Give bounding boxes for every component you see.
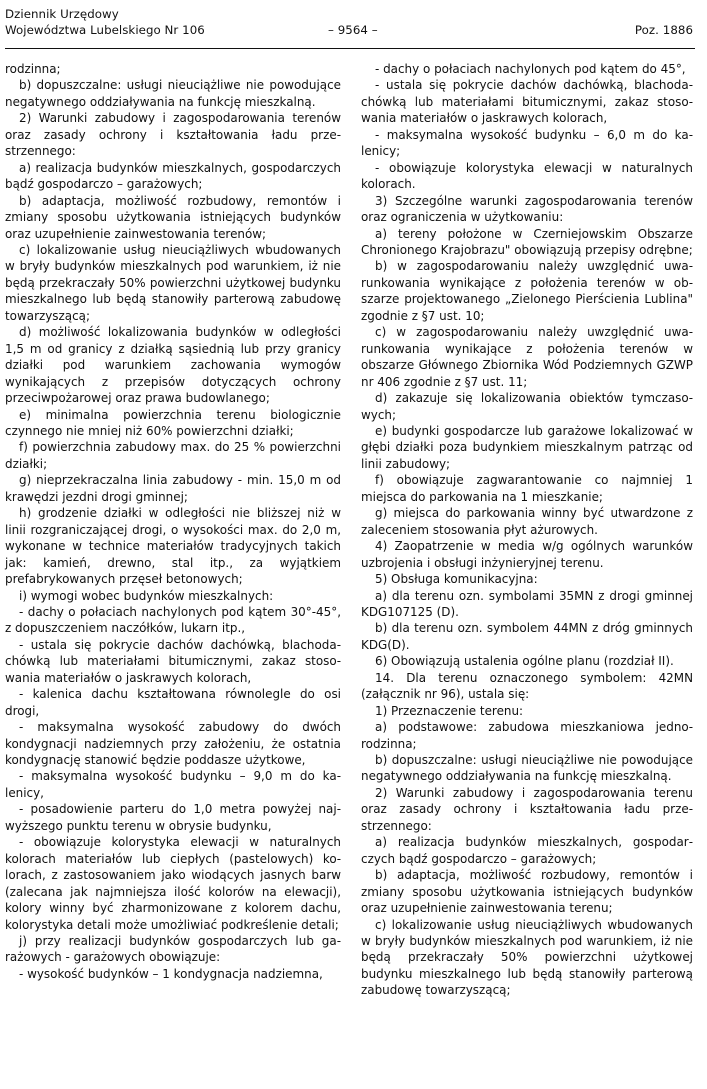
paragraph: b) dopuszczalne: usługi nieuciążliwe nie powodujące negatywnego oddziaływania na funkcję mieszkalną. [5,78,341,109]
paragraph: 14. Dla terenu oznaczonego symbolem: 42MN (załącznik nr 96), ustala się: [361,670,693,702]
page-number: – 9564 – [328,23,378,37]
header-divider [5,48,695,49]
paragraph: j) przy realizacji budynków gospodarczych lub garażowych - garażowych obowiązuje: [5,934,341,965]
paragraph: 2) Warunki zabudowy i zagospodarowania terenów oraz zasady ochrony i kształtowania ładu przestrzennego: [5,111,341,159]
paragraph: - ustala się pokrycie dachów dachówką, blachodachówką lub materiałami bitumicznymi, zakaz stosowania materiałów o jaskrawych kolorach, [361,78,693,126]
paragraph: 3) Szczególne warunki zagospodarowania terenów oraz ograniczenia w użytkowaniu: [361,193,693,225]
paragraph: b) dopuszczalne: usługi nieuciążliwe nie powodujące negatywnego oddziaływania na funkcję mieszkalną. [361,753,693,784]
paragraph: 2) Warunki zabudowy i zagospodarowania terenu oraz zasady ochrony i kształtowania ładu przestrzennego: [361,785,693,833]
paragraph: a) tereny położone w Czerniejowskim Obszarze Chronionego Krajobrazu" obowiązują przepisy odrębne; [361,226,693,257]
position-number: Poz. 1886 [634,23,693,37]
page-header [5,7,693,47]
paragraph: - ustala się pokrycie dachów dachówką, blachodachówką lub materiałami bitumicznymi, zakaz stosowania materiałów o jaskrawych kolorach, [5,637,341,685]
right-column [361,61,693,999]
paragraph: e) minimalna powierzchnia terenu biologicznie czynnego nie mniej niż 60% powierzchni działki; [5,407,341,438]
paragraph: c) w zagospodarowaniu należy uwzględnić uwarunkowania wynikające z położenia terenów w obszarze Głównego Zbiornika Wód Podziemnych GZWP nr 406 zgodnie z §7 ust. 11; [361,325,693,389]
paragraph: - maksymalna wysokość budynku – 6,0 m do kalenicy; [361,127,693,159]
paragraph: - kalenica dachu kształtowana równolegle do osi drogi, [5,687,341,718]
paragraph: h) grodzenie działki w odległości nie bliższej niż w linii rozgraniczającej drogi, o wysokości max. do 2,0 m, wykonane w technice materiałów tradycyjnych takich jak: kamień, drewno, stal itp., za wyjątkiem prefabrykowanych przęseł betonowych; [5,506,341,587]
paragraph: d) zakazuje się lokalizowania obiektów tymczasowych; [361,391,693,422]
paragraph: a) realizacja budynków mieszkalnych, gospodarczych bądź gospodarczo – garażowych; [361,835,693,866]
paragraph: f) powierzchnia zabudowy max. do 25 % powierzchni działki; [5,440,341,471]
paragraph: c) lokalizowanie usług nieuciążliwych wbudowanych w bryły budynków mieszkalnych pod warunkiem, iż nie będą przekraczały 50% powierzchni użytkowej budynku mieszkalnego lub będą stanowiły parterową zabudowę towarzyszącą; [5,242,341,323]
paragraph: g) nieprzekraczalna linia zabudowy - min. 15,0 m od krawędzi jezdni drogi gminnej; [5,473,341,504]
paragraph: - wysokość budynków – 1 kondygnacja nadziemna, [19,966,323,981]
left-column [5,61,341,982]
paragraph: e) budynki gospodarcze lub garażowe lokalizować w głębi działki poza budynkiem mieszkalnym patrząc od linii zabudowy; [361,423,693,471]
paragraph: 6) Obowiązują ustalenia ogólne planu (rozdział II). [375,654,674,669]
paragraph: b) dla terenu ozn. symbolem 44MN z dróg gminnych KDG(D). [361,621,693,652]
paragraph: b) adaptacja, możliwość rozbudowy, remontów i zmiany sposobu użytkowania istniejących budynków oraz uzupełnienie zainwestowania terenów; [5,193,341,241]
paragraph: - dachy o połaciach nachylonych pod kątem 30°-45°, z dopuszczeniem naczółków, lukarn itp., [5,604,341,636]
gazette-subtitle: Województwa Lubelskiego Nr 106 [5,23,205,37]
paragraph: a) podstawowe: zabudowa mieszkaniowa jednorodzinna; [361,720,693,751]
paragraph: rodzinna; [5,62,61,76]
paragraph: a) dla terenu ozn. symbolami 35MN z drogi gminnej KDG107125 (D). [361,588,693,619]
paragraph: - dachy o połaciach nachylonych pod kątem do 45°, [375,62,686,76]
paragraph: d) możliwość lokalizowania budynków w odległości 1,5 m od granicy z działką sąsiednią lub przy granicy działki pod warunkiem zachowania wymogów wynikających z przepisów dotyczących ochrony przeciwpożarowej oraz prawa budowlanego; [5,325,341,406]
paragraph: - maksymalna wysokość budynku – 9,0 m do kalenicy, [5,769,341,800]
paragraph: - maksymalna wysokość zabudowy do dwóch kondygnacji nadziemnych przy założeniu, że ostatnia kondygnację stanowić będzie poddasze użytkowe, [5,720,341,768]
paragraph: a) realizacja budynków mieszkalnych, gospodarczych bądź gospodarczo – garażowych; [5,160,341,192]
paragraph: b) w zagospodarowaniu należy uwzględnić uwarunkowania wynikające z położenia terenów w obszarze projektowanego „Zielonego Pierścienia Lublina" zgodnie z §7 ust. 10; [361,259,693,323]
gazette-title: Dziennik Urzędowy [5,7,119,21]
paragraph: f) obowiązuje zagwarantowanie co najmniej 1 miejsca do parkowania na 1 mieszkanie; [361,473,693,504]
paragraph: c) lokalizowanie usług nieuciążliwych wbudowanych w bryły budynków mieszkalnych pod warunkiem, iż nie będą przekraczały 50% powierzchni użytkowej budynku mieszkalnego lub będą stanowiły parterową zabudowę towarzyszącą; [361,917,693,998]
paragraph: - obowiązuje kolorystyka elewacji w naturalnych kolorach materiałów lub ciepłych (pastelowych) kolorach, z zastosowaniem jako wiodących jasnych barw (zalecana jak najmniejsza ilość kolorów na elewacji), kolory winny być zharmonizowane z kolorem dachu, kolorystyka detali może umożliwiać podkreślenie detali; [5,835,341,932]
paragraph: i) wymogi wobec budynków mieszkalnych: [19,588,274,603]
paragraph: b) adaptacja, możliwość rozbudowy, remontów i zmiany sposobu użytkowania istniejących budynków oraz uzupełnienie zainwestowania terenu; [361,868,693,916]
paragraph: 4) Zaopatrzenie w media w/g ogólnych warunków uzbrojenia i obsługi inżynieryjnej terenu. [361,539,693,570]
paragraph: g) miejsca do parkowania winny być utwardzone z zaleceniem stosowania płyt ażurowych. [361,506,693,537]
paragraph: 5) Obsługa komunikacyjna: [375,572,538,587]
paragraph: - obowiązuje kolorystyka elewacji w naturalnych kolorach. [361,160,693,192]
paragraph: 1) Przeznaczenie terenu: [375,703,524,718]
paragraph: - posadowienie parteru do 1,0 metra powyżej najwyższego punktu terenu w obrysie budynku, [5,802,341,833]
